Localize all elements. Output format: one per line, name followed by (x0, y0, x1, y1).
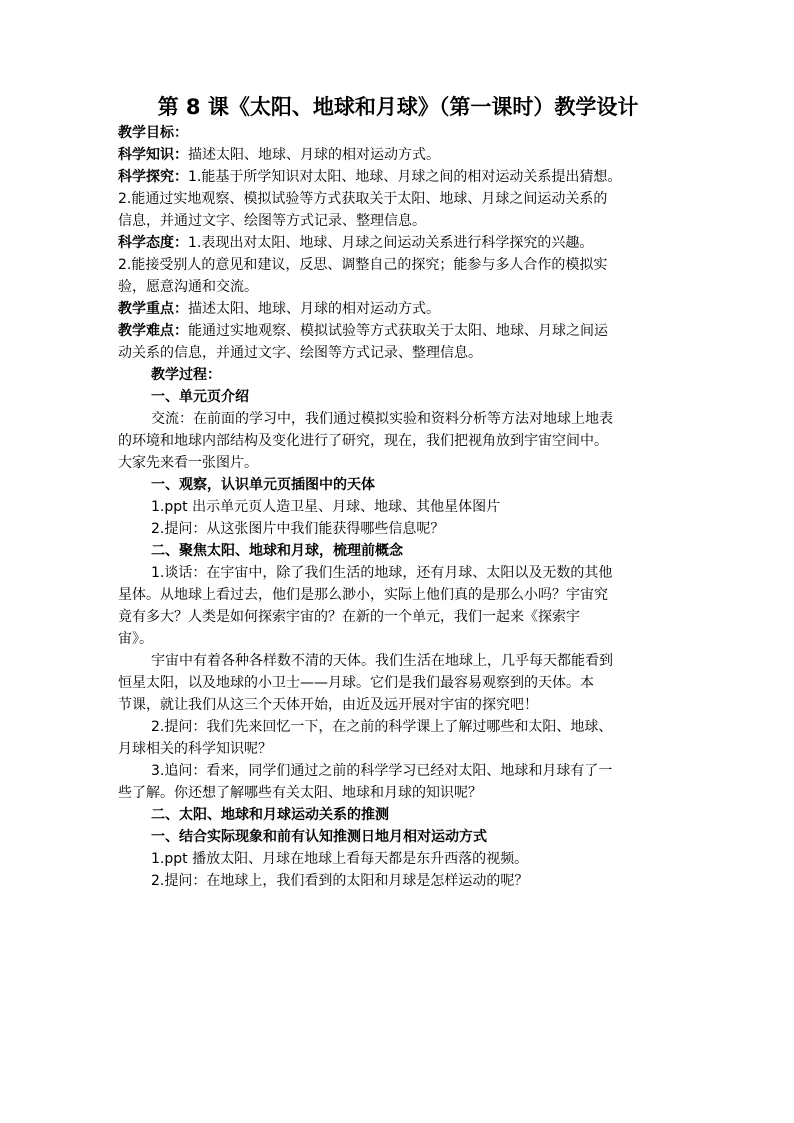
paragraph-line: 2.提问：我们先来回忆一下，在之前的科学课上了解过哪些和太阳、地球、 (151, 719, 613, 735)
key-point-text: 描述太阳、地球、月球的相对运动方式。 (188, 301, 440, 317)
list-item: 1.ppt 播放太阳、月球在地球上看每天都是东升西落的视频。 (151, 851, 529, 867)
paragraph-line: 3.追问：看来，同学们通过之前的科学学习已经对太阳、地球和月球有了一 (151, 763, 613, 779)
list-item: 2.提问：在地球上，我们看到的太阳和月球是怎样运动的呢？ (151, 873, 529, 889)
paragraph-line: 月球相关的科学知识呢？ (118, 741, 272, 757)
list-item: 1.ppt 出示单元页人造卫星、月球、地球、其他星体图片 (151, 499, 501, 515)
section-heading: 一、单元页介绍 (151, 389, 249, 405)
list-item: 2.提问：从这张图片中我们能获得哪些信息呢？ (151, 521, 445, 537)
section-heading: 二、聚焦太阳、地球和月球，梳理前概念 (151, 543, 403, 559)
document-title: 第 8 课《太阳、地球和月球》（第一课时）教学设计 (157, 95, 639, 119)
difficulty-text: 能通过实地观察、模拟试验等方式获取关于太阳、地球、月球之间运 (188, 323, 608, 339)
paragraph-line: 星体。从地球上看过去，他们是那么渺小，实际上他们真的是那么小吗？宇宙究 (118, 587, 608, 603)
document-page (118, 92, 678, 892)
inquiry-line (118, 166, 678, 188)
process-heading: 教学过程： (151, 367, 221, 383)
knowledge-text: 描述太阳、地球、月球的相对运动方式。 (188, 147, 440, 163)
paragraph-line: 宇宙中有着各种各样数不清的天体。我们生活在地球上，几乎每天都能看到 (151, 653, 613, 669)
paragraph-line: 竟有多大？人类是如何探索宇宙的？在新的一个单元，我们一起来《探索宇 (118, 609, 580, 625)
knowledge-line (118, 144, 678, 166)
paragraph-line: 些了解。你还想了解哪些有关太阳、地球和月球的知识呢？ (118, 785, 482, 801)
section-heading: 一、观察，认识单元页插图中的天体 (151, 477, 375, 493)
paragraph-line: 的环境和地球内部结构及变化进行了研究，现在，我们把视角放到宇宙空间中。 (118, 433, 608, 449)
section-heading: 一、结合实际现象和前有认知推测日地月相对运动方式 (151, 829, 487, 845)
attitude-line (118, 232, 678, 254)
difficulty-line (118, 320, 678, 342)
inquiry-text: 1.能基于所学知识对太阳、地球、月球之间的相对运动关系提出猜想。 (188, 169, 622, 185)
section-heading: 二、太阳、地球和月球运动关系的推测 (151, 807, 389, 823)
key-point-label: 教学重点： (118, 301, 188, 317)
goals-heading: 教学目标： (118, 125, 188, 141)
attitude-label: 科学态度： (118, 235, 188, 251)
difficulty-label: 教学难点： (118, 323, 188, 339)
knowledge-label: 科学知识： (118, 147, 188, 163)
paragraph-line: 交流：在前面的学习中，我们通过模拟实验和资料分析等方法对地球上地表 (151, 411, 613, 427)
key-point-line (118, 298, 678, 320)
attitude-text: 1.表现出对太阳、地球、月球之间运动关系进行科学探究的兴趣。 (188, 235, 594, 251)
inquiry-text: 2.能通过实地观察、模拟试验等方式获取关于太阳、地球、月球之间运动关系的 (118, 191, 608, 207)
paragraph-line: 1.谈话：在宇宙中，除了我们生活的地球，还有月球、太阳以及无数的其他 (151, 565, 613, 581)
paragraph-line: 节课，就让我们从这三个天体开始，由近及远开展对宇宙的探究吧！ (118, 697, 538, 713)
attitude-text: 验，愿意沟通和交流。 (118, 279, 258, 295)
difficulty-text: 动关系的信息，并通过文字、绘图等方式记录、整理信息。 (118, 345, 482, 361)
inquiry-text: 信息，并通过文字、绘图等方式记录、整理信息。 (118, 213, 426, 229)
paragraph-line: 宙》。 (118, 631, 153, 647)
paragraph-line: 恒星太阳，以及地球的小卫士——月球。它们是我们最容易观察到的天体。本 (118, 675, 594, 691)
attitude-text: 2.能接受别人的意见和建议，反思、调整自己的探究；能参与多人合作的模拟实 (118, 257, 608, 273)
paragraph-line: 大家先来看一张图片。 (118, 455, 258, 471)
inquiry-label: 科学探究： (118, 169, 188, 185)
